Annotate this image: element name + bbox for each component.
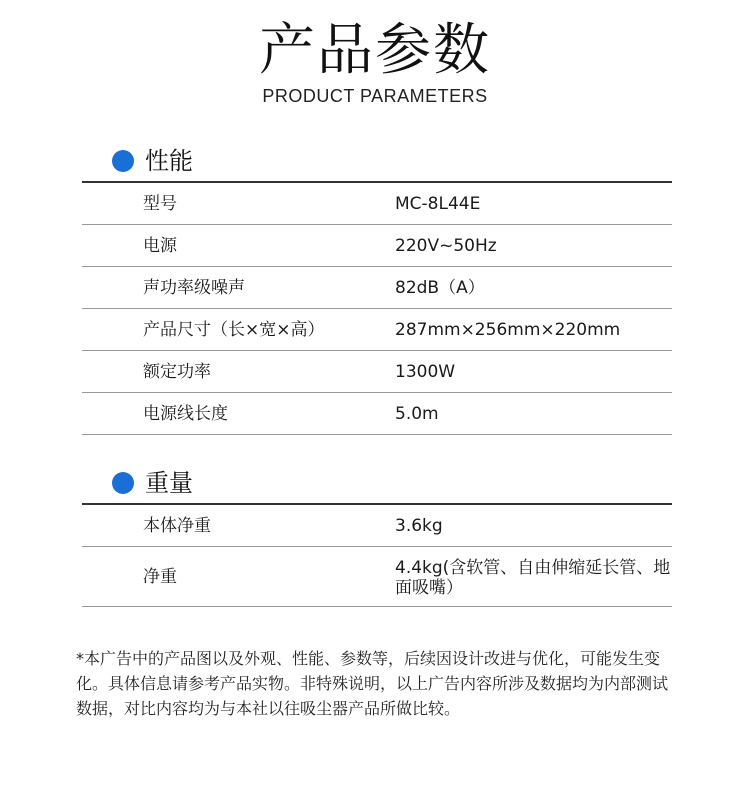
section-header [82,143,672,181]
spec-key: 电源 [143,236,177,256]
spec-value: 3.6kg [395,516,443,536]
section-performance [82,143,672,435]
section-weight [82,465,672,607]
spec-value: MC-8L44E [395,194,481,214]
spec-value: 220V~50Hz [395,236,497,256]
spec-row [82,351,672,393]
spec-row [82,393,672,435]
page-title: 产品参数 [259,18,491,83]
spec-key: 产品尺寸（长×宽×高） [143,320,325,340]
spec-row [82,225,672,267]
section-title: 性能 [145,147,193,175]
bullet-dot-icon [112,150,134,172]
spec-row [82,505,672,547]
section-header [82,465,672,503]
spec-key: 额定功率 [143,362,211,382]
spec-value: 5.0m [395,404,439,424]
bullet-dot-icon [112,472,134,494]
spec-row [82,267,672,309]
spec-key: 电源线长度 [143,404,228,424]
spec-row [82,309,672,351]
section-title: 重量 [145,469,193,497]
spec-row [82,183,672,225]
spec-value: 1300W [395,362,456,382]
spec-key: 本体净重 [143,516,211,536]
spec-key: 净重 [143,567,177,587]
page-subtitle: PRODUCT PARAMETERS [262,86,488,106]
spec-key: 型号 [143,194,177,214]
spec-value: 4.4kg(含软管、自由伸缩延长管、地面吸嘴） [395,558,671,598]
spec-key: 声功率级噪声 [143,278,245,298]
spec-row [82,547,672,607]
disclaimer-footnote: *本广告中的产品图以及外观、性能、参数等，后续因设计改进与优化，可能发生变化。具体信息请参考产品实物。非特殊说明，以上广告内容所涉及数据均为内部测试数据，对比内容均为与本社以往吸尘器产品所做比较。 [76,649,669,718]
spec-value: 287mm×256mm×220mm [395,320,621,340]
spec-value: 82dB（A） [395,278,485,298]
